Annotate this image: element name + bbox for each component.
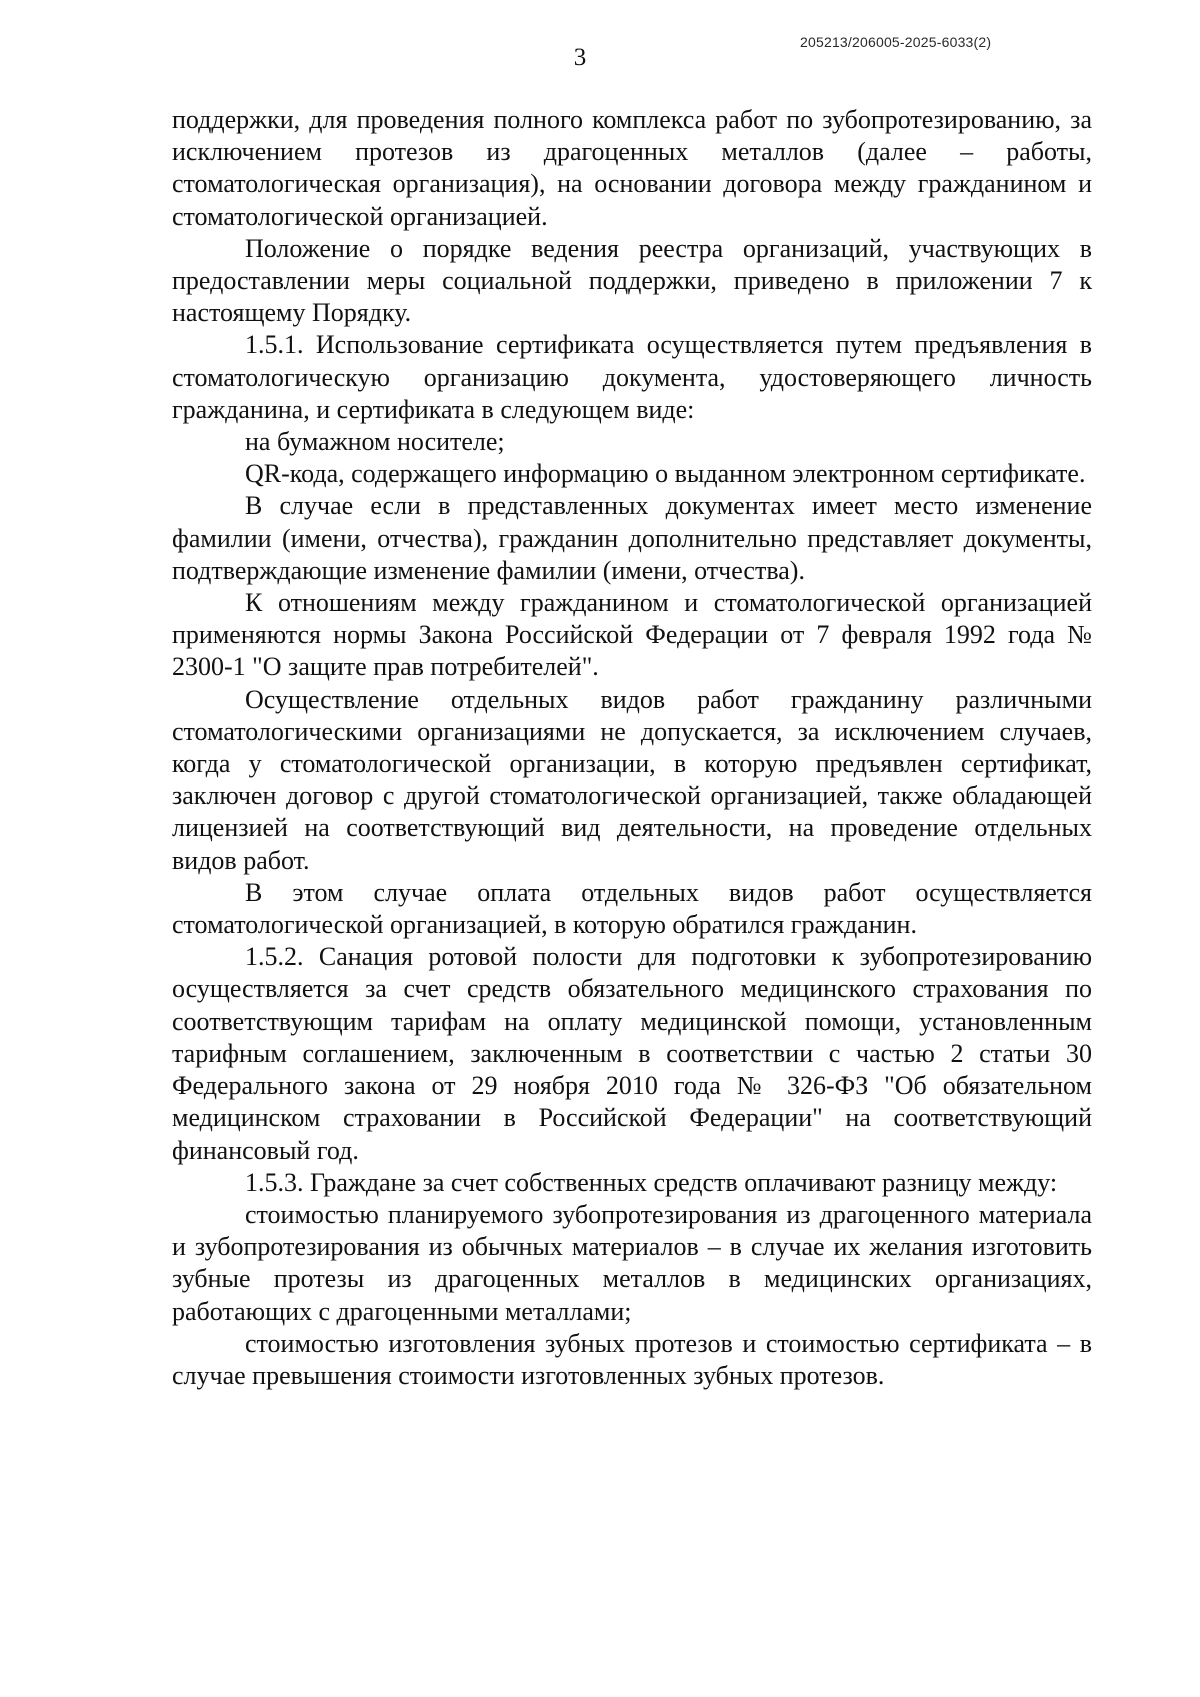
- paragraph: на бумажном носителе;: [245, 427, 505, 457]
- paragraph: поддержки, для проведения полного комплекса работ по зубопротезированию, за исключением протезов из драгоценных металлов (далее – работы, стоматологическая организация), на основании договора между гражданином и стоматологической организацией.: [172, 105, 1092, 231]
- paragraph: В этом случае оплата отдельных видов работ осуществляется стоматологической организацией, в которую обратился гражданин.: [172, 877, 1092, 940]
- paragraph: Положение о порядке ведения реестра организаций, участвующих в предоставлении меры социальной поддержки, приведено в приложении 7 к настоящему Порядку.: [172, 233, 1092, 328]
- paragraph: 1.5.3. Граждане за счет собственных средств оплачивают разницу между:: [245, 1167, 1058, 1197]
- paragraph: стоимостью планируемого зубопротезирования из драгоценного материала и зубопротезирования из обычных материалов – в случае их желания изготовить зубные протезы из драгоценных металлов в медицинских организациях, работающих с драгоценными металлами;: [172, 1199, 1092, 1326]
- paragraph: QR-кода, содержащего информацию о выданном электронном сертификате.: [245, 459, 1086, 489]
- paragraph: В случае если в представленных документах имеет место изменение фамилии (имени, отчества), гражданин дополнительно представляет документы, подтверждающие изменение фамилии (имени, отчества).: [172, 491, 1092, 585]
- page-number: 3: [573, 44, 587, 71]
- paragraph: К отношениям между гражданином и стоматологической организацией применяются нормы Закона Российской Федерации от 7 февраля 1992 года № 2300-1 "О защите прав потребителей".: [172, 588, 1092, 682]
- paragraph: Осуществление отдельных видов работ гражданину различными стоматологическими организациями не допускается, за исключением случаев, когда у стоматологической организации, в которую предъявлен сертификат, заключен договор с другой стоматологической организацией, также обладающей лицензией на соответствующий вид деятельности, на проведение отдельных видов работ.: [172, 684, 1092, 875]
- paragraph: стоимостью изготовления зубных протезов и стоимостью сертификата – в случае превышения стоимости изготовленных зубных протезов.: [172, 1328, 1092, 1390]
- document-body: [172, 104, 1092, 1392]
- registration-number: 205213/206005-2025-6033(2): [800, 34, 992, 50]
- paragraph: 1.5.1. Использование сертификата осуществляется путем предъявления в стоматологическую организацию документа, удостоверяющего личность гражданина, и сертификата в следующем виде:: [172, 330, 1092, 424]
- paragraph: 1.5.2. Санация ротовой полости для подготовки к зубопротезированию осуществляется за счет средств обязательного медицинского страхования по соответствующим тарифам на оплату медицинской помощи, установленным тарифным соглашением, заключенным в соответствии с частью 2 статьи 30 Федерального закона от 29 ноября 2010 года № 326-ФЗ "Об обязательном медицинском страховании в Российской Федерации" на соответствующий финансовый год.: [172, 942, 1092, 1165]
